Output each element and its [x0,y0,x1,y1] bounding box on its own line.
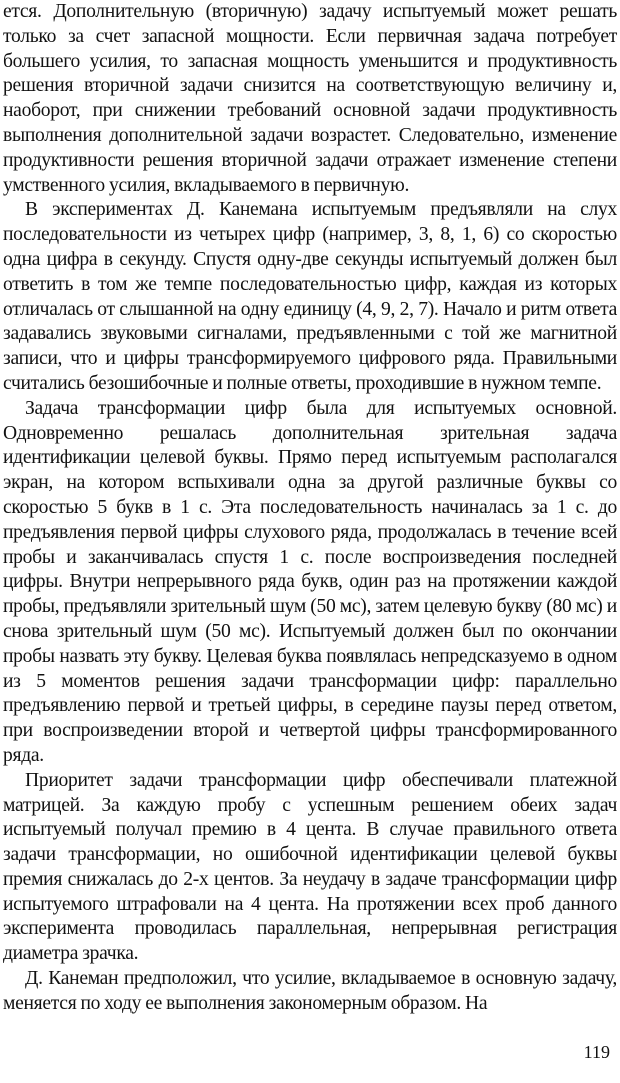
page-body [3,0,617,1017]
paragraph-5: Д. Канеман предположил, что усилие, вкладываемое в основную задачу, меняется по ходу ее выполнения закономерным образом. На [3,968,617,1014]
paragraph-4: Приоритет задачи трансформации цифр обеспечивали платежной матрицей. За каждую пробу с успешным решением обеих задач испытуемый получал премию в 4 цента. В случае правильного ответа задачи трансформации, но ошибочной идентификации целевой буквы премия снижалась до 2-х центов. За неудачу в задаче трансформации цифр испытуемого штрафовали на 4 цента. На протяжении всех проб данного эксперимента проводилась параллельная, непрерывная регистрация диаметра зрачка. [3,769,617,965]
page-number: 119 [583,1042,610,1062]
paragraph-1: ется. Дополнительную (вторичную) задачу испытуемый может решать только за счет запасной мощности. Если первичная задача потребует большего усилия, то запасная мощность уменьшится и продуктивность решения вторичной задачи снизится на соответствующую величину и, наоборот, при снижении требований основной задачи продуктивность выполнения дополнительной задачи возрастет. Следовательно, изменение продуктивности решения вторичной задачи отражает изменение степени умственного усилия, вкладываемого в первичную. [3,1,617,196]
paragraph-3: Задача трансформации цифр была для испытуемых основной. Одновременно решалась дополнительная зрительная задача идентификации целевой буквы. Прямо перед испытуемым располагался экран, на котором вспыхивали одна за другой различные буквы со скоростью 5 букв в 1 с. Эта последовательность начиналась за 1 с. до предъявления первой цифры слухового ряда, продолжалась в течение всей пробы и заканчивалась спустя 1 с. после воспроизведения последней цифры. Внутри непрерывного ряда букв, один раз на протяжении каждой пробы, предъявляли зрительный шум (50 мс), затем целевую букву (80 мс) и снова зрительный шум (50 мс). Испытуемый должен был по окончании пробы назвать эту букву. Целевая буква появлялась непредсказуемо в одном из 5 моментов решения задачи трансформации цифр: параллельно предъявлению первой и третьей цифры, в середине паузы перед ответом, при воспроизведении второй и четвертой цифры трансформированного ряда. [3,397,617,766]
paragraph-2: В экспериментах Д. Канемана испытуемым предъявляли на слух последовательности из четырех цифр (например, 3, 8, 1, 6) со скоростью одна цифра в секунду. Спустя одну-две секунды испытуемый должен был ответить в том же темпе последовательностью цифр, каждая из которых отличалась от слышанной на одну единицу (4, 9, 2, 7). Начало и ритм ответа задавались звуковыми сигналами, предъявленными с той же магнитной записи, что и цифры трансформируемого цифрового ряда. Правильными считались безошибочные и полные ответы, проходившие в нужном темпе. [3,199,617,394]
